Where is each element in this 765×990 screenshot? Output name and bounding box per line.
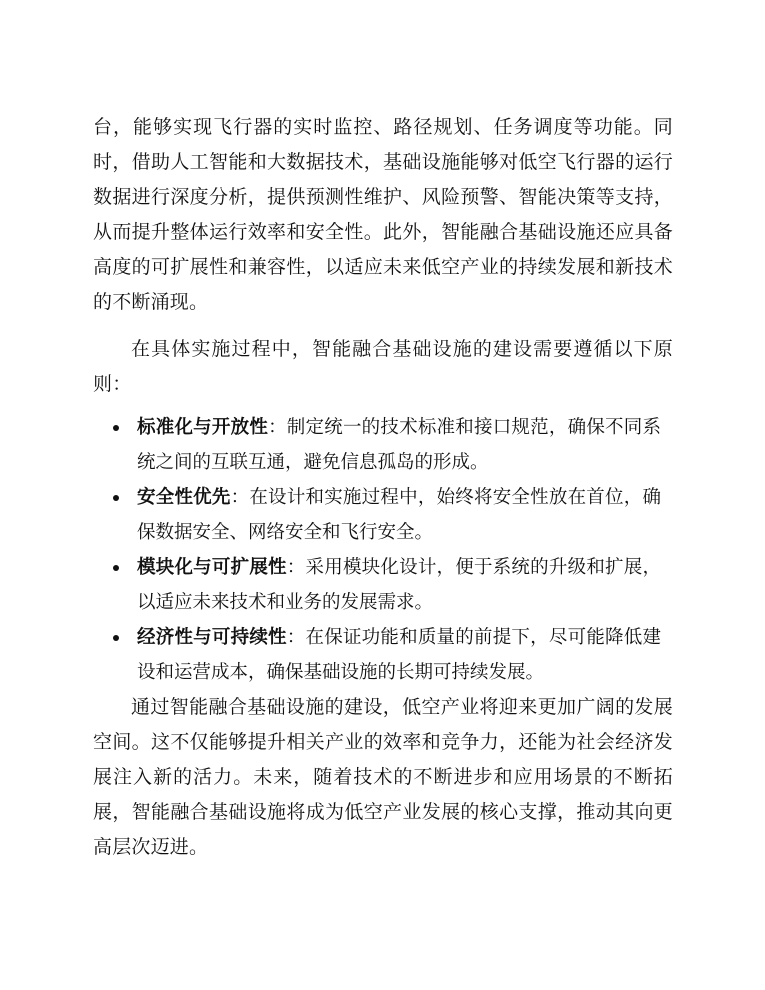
list-item-security bbox=[93, 480, 673, 550]
bullet-dot-icon bbox=[113, 635, 119, 641]
list-item-economy bbox=[93, 620, 673, 690]
principle-term: 安全性优先 bbox=[137, 487, 231, 508]
principle-description: ：制定统一的技术标准和接口规范，确保不同系统之间的互联互通，避免信息孤岛的形成。 bbox=[137, 417, 661, 473]
bullet-dot-icon bbox=[113, 425, 119, 431]
principle-description: ：在设计和实施过程中，始终将安全性放在首位，确保数据安全、网络安全和飞行安全。 bbox=[137, 487, 661, 543]
principle-term: 模块化与可扩展性 bbox=[137, 557, 287, 578]
paragraph-intro-continued: 台，能够实现飞行器的实时监控、路径规划、任务调度等功能。同时，借助人工智能和大数据技术，基础设施能够对低空飞行器的运行数据进行深度分析，提供预测性维护、风险预警、智能决策等支持，从而提升整体运行效率和安全性。此外，智能融合基础设施还应具备高度的可扩展性和兼容性，以适应未来低空产业的持续发展和新技术的不断涌现。 bbox=[93, 116, 673, 313]
document-page bbox=[93, 110, 673, 865]
principle-description: ：在保证功能和质量的前提下，尽可能降低建设和运营成本，确保基础设施的长期可持续发展。 bbox=[137, 627, 661, 683]
bullet-dot-icon bbox=[113, 495, 119, 501]
principle-term: 经济性与可持续性 bbox=[137, 627, 287, 648]
paragraph-conclusion: 通过智能融合基础设施的建设，低空产业将迎来更加广阔的发展空间。这不仅能够提升相关产业的效率和竞争力，还能为社会经济发展注入新的活力。未来，随着技术的不断进步和应用场景的不断拓展，智能融合基础设施将成为低空产业发展的核心支撑，推动其向更高层次迈进。 bbox=[93, 696, 673, 858]
principle-description: ：采用模块化设计，便于系统的升级和扩展，以适应未来技术和业务的发展需求。 bbox=[137, 557, 661, 613]
bullet-dot-icon bbox=[113, 565, 119, 571]
paragraph-principles-lead: 在具体实施过程中，智能融合基础设施的建设需要遵循以下原则： bbox=[93, 338, 673, 395]
list-item-standardization bbox=[93, 410, 673, 480]
principles-list bbox=[93, 410, 673, 690]
principle-term: 标准化与开放性 bbox=[137, 417, 269, 438]
list-item-modularity bbox=[93, 550, 673, 620]
